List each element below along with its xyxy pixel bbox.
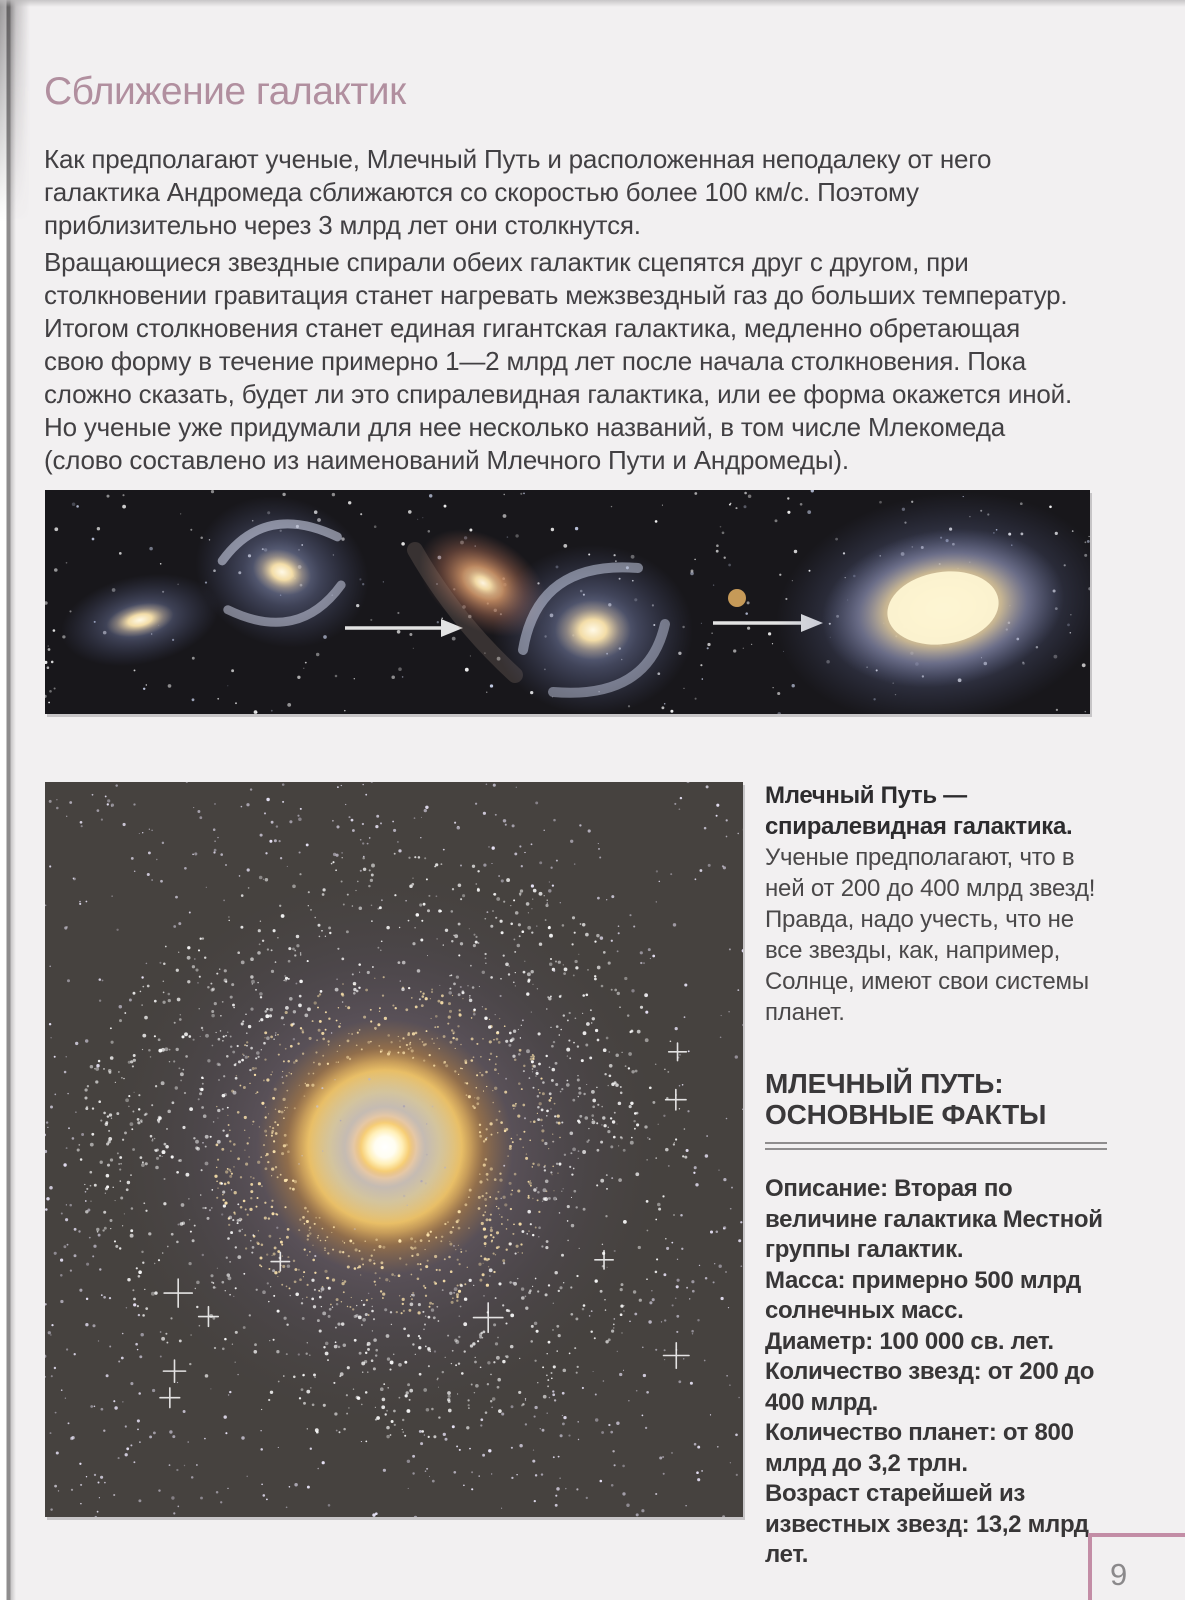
galaxy-collision-illustration [45, 490, 1090, 714]
fact-diameter: Диаметр: 100 000 св. лет. [765, 1327, 1054, 1355]
fact-planet-count: Количество планет: от 800 млрд до 3,2 трлн. [765, 1419, 1074, 1477]
sidebar-lead-text: Ученые предполагают, что в ней от 200 до 400 млрд звезд! Правда, надо учесть, что не все звезды, как, например, Солнце, имеют свои системы планет. [765, 844, 1096, 1026]
colliding-galaxy-spiral-icon [493, 545, 693, 714]
fact-oldest-star: Возраст старейшей из известных звезд: 13,2 млрд лет. [765, 1480, 1089, 1568]
page-number-box [1088, 1533, 1185, 1600]
collision-paragraph: Вращающиеся звездные спирали обеих галактик сцепятся друг с другом, при столкновении гравитация станет нагревать межзвездный газ до больших температур. Итогом столкновения станет единая гигантская галактика, медленно обретающая свою форму в течение примерно 1—2 млрд лет после начала столкновения. Пока сложно сказать, будет ли это спиралевидная галактика, или ее форма окажется иной. Но ученые уже придумали для нее несколько названий, в том числе Млекомеда (слово составлено из наименований Млечного Пути и Андромеды). [44, 247, 1073, 475]
facts-heading-line2: ОСНОВНЫЕ ФАКТЫ [765, 1099, 1047, 1130]
fact-star-count: Количество звезд: от 200 до 400 млрд. [765, 1358, 1095, 1416]
milky-way-image [45, 782, 743, 1517]
milky-way-illustration [45, 782, 743, 1517]
sidebar [765, 780, 1117, 1571]
sidebar-lead-bold: Млечный Путь — спиралевидная галактика. [765, 782, 1073, 840]
foreground-star [728, 589, 746, 607]
facts-list [765, 1174, 1117, 1571]
fact-mass: Масса: примерно 500 млрд солнечных масс. [765, 1266, 1081, 1324]
scan-edge-left [0, 0, 16, 1600]
galaxy-collision-sequence-image [45, 490, 1090, 714]
page-number: 9 [1110, 1557, 1128, 1592]
page-title: Сближение галактик [44, 70, 406, 113]
scan-edge-corner-shadow [0, 0, 30, 260]
scan-edge-top [0, 0, 1185, 7]
facts-heading [765, 1068, 1117, 1130]
facts-heading-line1: МЛЕЧНЫЙ ПУТЬ: [765, 1068, 1004, 1099]
fact-description: Описание: Вторая по величине галактика Местной группы галактик. [765, 1175, 1103, 1263]
sidebar-lead [765, 780, 1117, 1028]
double-rule [765, 1142, 1107, 1150]
intro-paragraph: Как предполагают ученые, Млечный Путь и расположенная неподалеку от него галактика Андромеда сближаются со скоростью более 100 км/с. Поэтому приблизительно через 3 млрд лет они столкнутся. [44, 144, 992, 240]
